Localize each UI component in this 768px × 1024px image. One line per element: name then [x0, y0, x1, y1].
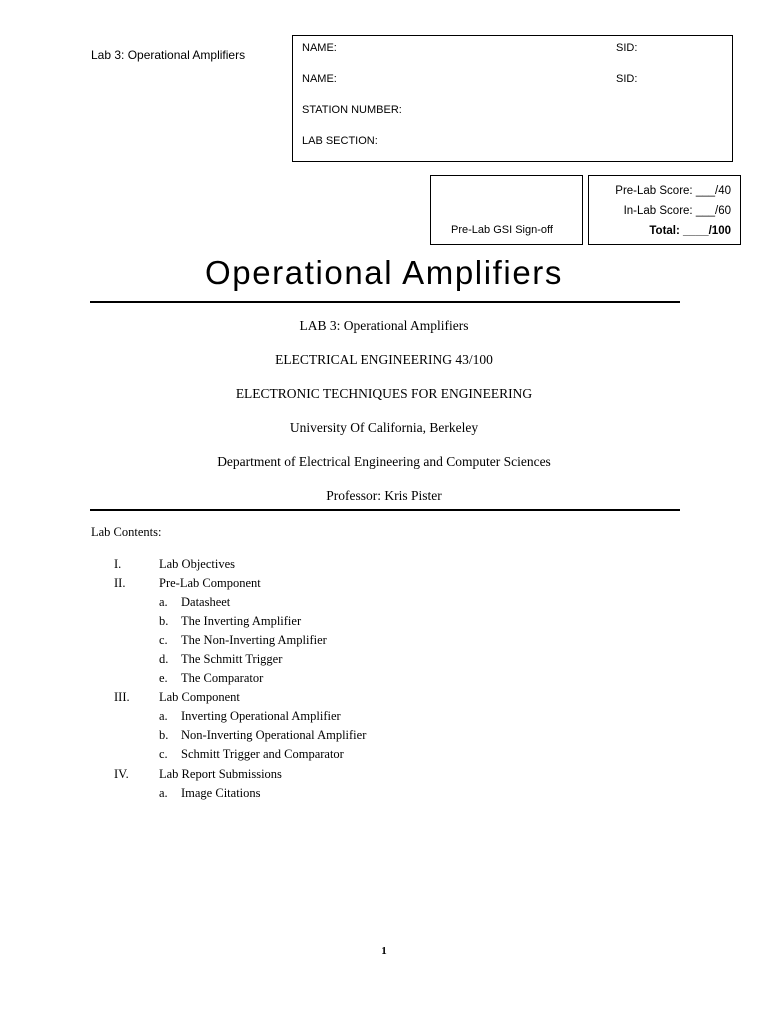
student-info-box [292, 35, 733, 162]
subtitle-course-name: ELECTRONIC TECHNIQUES FOR ENGINEERING [235, 386, 533, 401]
subtitle-professor: Professor: Kris Pister [326, 488, 442, 503]
title-divider-top [90, 301, 680, 303]
gsi-signoff-box [430, 175, 583, 245]
total-score: Total: ____/100 [649, 225, 731, 237]
inlab-score: In-Lab Score: ___/60 [623, 205, 731, 217]
contents-label: Lab Contents: [91, 525, 162, 539]
station-number-field: STATION NUMBER: [302, 104, 402, 116]
lab-section-field: LAB SECTION: [302, 135, 378, 147]
prelab-score: Pre-Lab Score: ___/40 [615, 185, 731, 197]
subtitle-lab: LAB 3: Operational Amplifiers [299, 318, 469, 333]
page-number: 1 [381, 945, 387, 957]
sid-field-2: SID: [616, 73, 638, 85]
subtitle-university: University Of California, Berkeley [289, 420, 479, 435]
header-lab-label: Lab 3: Operational Amplifiers [91, 48, 246, 62]
subtitle-department: Department of Electrical Engineering and Computer Sciences [217, 454, 551, 469]
sid-field-1: SID: [616, 42, 638, 54]
name-field-1: NAME: [302, 42, 337, 54]
subtitle-course: ELECTRICAL ENGINEERING 43/100 [275, 352, 493, 367]
gsi-signoff-label: Pre-Lab GSI Sign-off [451, 224, 553, 236]
document-title: Operational Amplifiers [204, 254, 563, 291]
name-field-2: NAME: [302, 73, 337, 85]
score-box [588, 175, 741, 245]
title-divider-bottom [90, 509, 680, 511]
